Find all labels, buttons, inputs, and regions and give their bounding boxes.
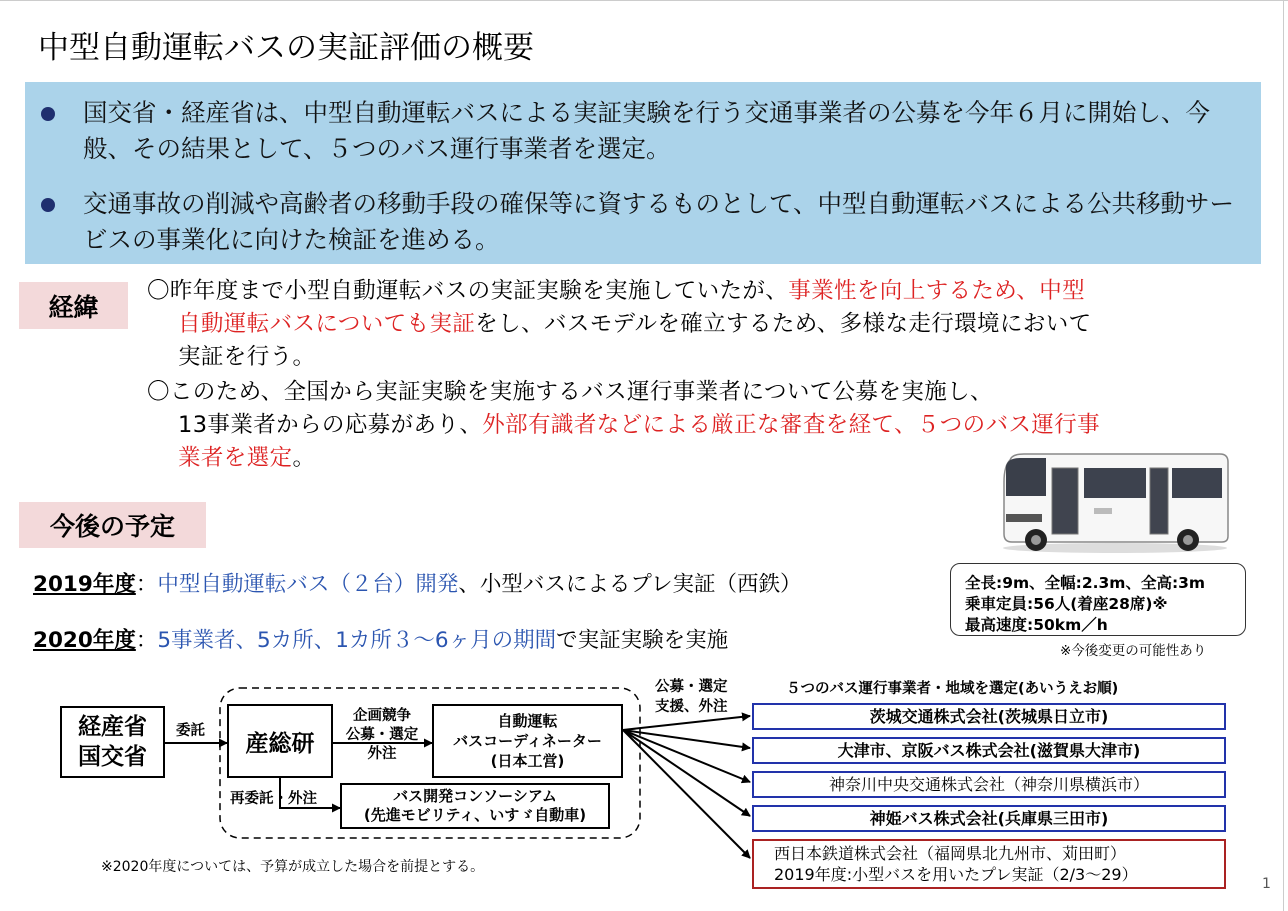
text-red: 自動運転バスについても実証 [178, 311, 476, 337]
text-red: 外部有識者などによる厳正な審査を経て、５つのバス運行事 [482, 412, 1101, 438]
label-line: 公募・選定 [655, 679, 728, 695]
text-black: 13事業者からの応募があり、 [178, 412, 483, 438]
plan-2019-year: 2019年度 [33, 572, 136, 597]
plan-2020-year: 2020年度 [33, 628, 136, 653]
consortium-line: (先進モビリティ、いすゞ自動車) [363, 806, 587, 824]
selection-support-label [655, 677, 728, 717]
text-red: 業者を選定 [178, 445, 293, 471]
operator-ibaraki: 茨城交通株式会社(茨城県日立市) [752, 703, 1226, 730]
ministries-box [60, 706, 165, 778]
text-blue: 中型自動運転バス（２台）開発 [157, 572, 459, 597]
plan-label: 今後の予定 [19, 502, 206, 548]
coordinator-box [432, 704, 623, 778]
re-entrust-label: 再委託・外注 [230, 791, 317, 807]
coord-process-label [340, 707, 424, 764]
summary-bullet-1: 国交省・経産省は、中型自動運転バスによる実証実験を行う交通事業者の公募を今年６月に開始し、今般、その結果として、５つのバス運行事業者を選定。 [83, 98, 1210, 163]
coord-line: 自動運転 [497, 712, 558, 730]
aist-box: 産総研 [227, 704, 333, 778]
page-title: 中型自動運転バスの実証評価の概要 [38, 30, 534, 66]
text-black: をし、バスモデルを確立するため、多様な走行環境において [475, 311, 1092, 337]
separator: ： [135, 572, 158, 597]
text-black: 。 [292, 445, 316, 471]
spec-max-speed: 最高速度:50km／h [965, 616, 1108, 634]
label-line: 支援、外注 [655, 699, 728, 715]
background-label: 経緯 [19, 282, 128, 329]
label-line: 企画競争 [353, 708, 411, 724]
text-black: 〇昨年度まで小型自動運転バスの実証実験を実施していたが、 [147, 278, 789, 304]
page-number: 1 [1262, 876, 1271, 892]
operator-nishitetsu [752, 839, 1226, 889]
entrust-label: 委託 [176, 723, 205, 739]
operator-nishitetsu-note: 2019年度:小型バスを用いたプレ実証（2/3～29） [774, 865, 1138, 884]
text-black: 、小型バスによるプレ実証（西鉄） [458, 572, 802, 597]
operator-shinki: 神姫バス株式会社(兵庫県三田市) [752, 805, 1226, 832]
consortium-box [340, 783, 610, 829]
operator-nishitetsu-name: 西日本鉄道株式会社（福岡県北九州市、苅田町） [774, 844, 1127, 863]
coord-line: (日本工営) [490, 752, 565, 770]
background-p2-line1: 〇このため、全国から実証実験を実施するバス運行事業者について公募を実施し、 [147, 379, 993, 405]
spec-capacity: 乗車定員:56人(着座28席)※ [965, 595, 1168, 613]
label-line: 公募・選定 [345, 727, 419, 743]
text-black: で実証実験を実施 [556, 628, 729, 653]
coord-line: バスコーディネーター [453, 732, 602, 750]
summary-bullet-2: 交通事故の削減や高齢者の移動手段の確保等に資するものとして、中型自動運転バスによる公共移動サービスの事業化に向けた検証を進める。 [83, 189, 1235, 254]
ministry-meti: 経産省 [78, 714, 147, 740]
ministry-mlit: 国交省 [78, 744, 147, 770]
budget-footnote: ※2020年度については、予算が成立した場合を前提とする。 [101, 859, 485, 875]
consortium-line: バス開発コンソーシアム [393, 787, 557, 805]
spec-dimensions: 全長:9m、全幅:2.3m、全高:3m [965, 574, 1206, 592]
label-line: 外注 [367, 746, 397, 762]
operators-header: ５つのバス運行事業者・地域を選定(あいうえお順) [786, 681, 1119, 697]
operator-otsu: 大津市、京阪バス株式会社(滋賀県大津市) [752, 737, 1226, 764]
text-blue: 5事業者、5カ所、1カ所３～6ヶ月の期間 [157, 628, 557, 653]
background-p1-line3: 実証を行う。 [178, 344, 316, 370]
spec-note: ※今後変更の可能性あり [1060, 643, 1207, 659]
text-red: 事業性を向上するため、中型 [788, 278, 1086, 304]
separator: ： [135, 628, 158, 653]
operator-kanagawa: 神奈川中央交通株式会社（神奈川県横浜市） [752, 771, 1226, 798]
